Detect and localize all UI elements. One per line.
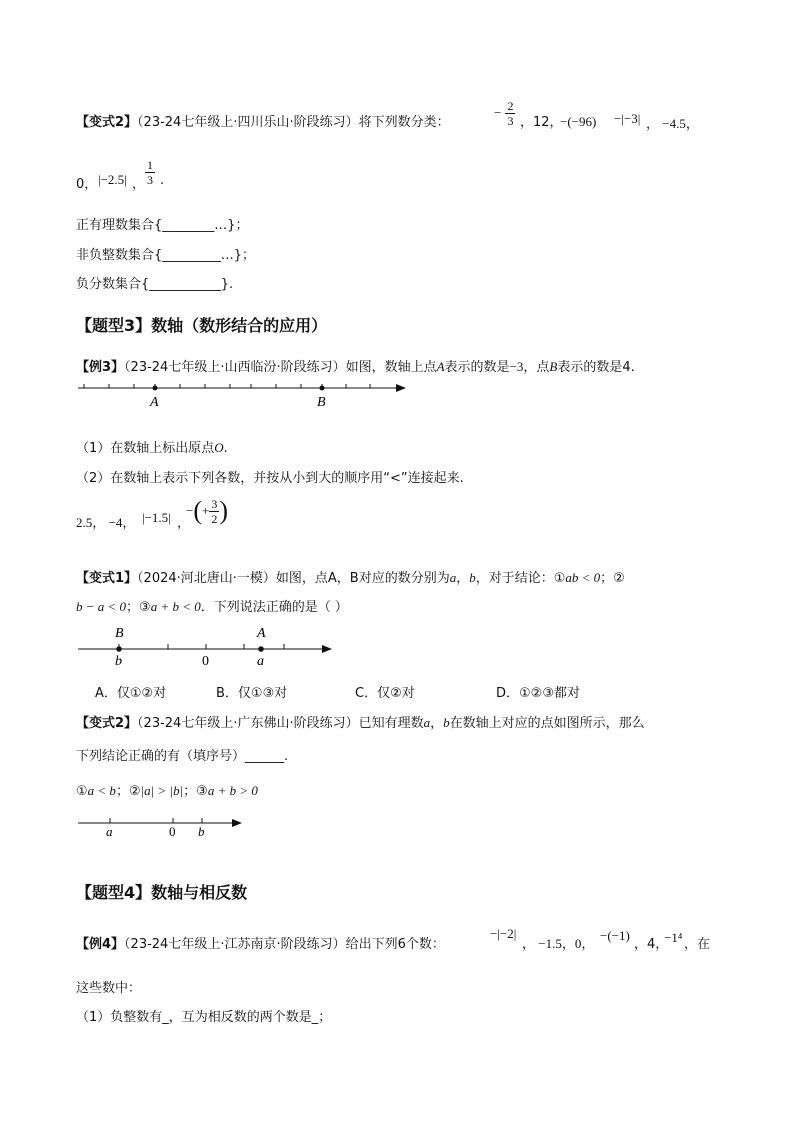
- option-B[interactable]: B．仅①③对: [216, 686, 288, 701]
- expr-neg-abs-neg3: −|−3|: [614, 111, 641, 126]
- expr-neg-plus-three-halves: −(+ $\frac{3}{2}$ ): [186, 496, 229, 526]
- variant2-top-head: 【变式2】: [76, 115, 138, 130]
- example3-numbers: 2.5， −4，: [76, 515, 136, 530]
- variant2-top-line1: [76, 111, 450, 130]
- expr-neg-one-pow4: −1⁴: [664, 930, 683, 945]
- expr-neg-neg96: −(−96): [560, 114, 597, 129]
- point-B: [320, 386, 325, 391]
- label-B: B: [317, 395, 326, 410]
- variant2-conclusions: ①a < b；②|a| > |b|；③a + b > 0: [76, 783, 258, 799]
- example4-numbers-a: ， −1.5，0，: [522, 936, 595, 951]
- number-neg-4-5: ， −4.5，: [646, 116, 699, 131]
- expr-abs-neg2-5: |−2.5|: [98, 172, 127, 187]
- option-D[interactable]: D．①②③都对: [496, 686, 580, 701]
- expr-neg-neg1: −(−1): [600, 928, 630, 943]
- variant2-text-line1: 【变式2】（23-24七年级上·广东佛山·阶段练习）已知有理数a，b在数轴上对应的点如图所示，那么: [76, 715, 645, 731]
- label-b: b: [115, 654, 122, 669]
- expr-neg-abs-neg2: −|−2|: [490, 926, 517, 941]
- option-A[interactable]: A．仅①②对: [95, 686, 167, 701]
- number-zero: 0，: [76, 177, 98, 192]
- option-C[interactable]: C．仅②对: [355, 686, 415, 701]
- example4-text: 【例4】（23-24七年级上·江苏南京·阶段练习）给出下列6个数：: [76, 937, 445, 952]
- label-B: B: [115, 626, 124, 641]
- number-line-variant1: [76, 620, 336, 670]
- expr-abs-neg1-5: |−1.5|: [142, 510, 171, 525]
- number-line-variant2: [76, 814, 246, 840]
- label-zero: 0: [202, 654, 209, 669]
- label-a: a: [106, 824, 113, 839]
- arrow-icon: [322, 645, 332, 653]
- fraction-one-third: $\frac{1}{3}$: [147, 158, 153, 187]
- label-b: b: [198, 824, 205, 839]
- example3-q2: （2）在数轴上表示下列各数，并按从小到大的顺序用“<”连接起来.: [76, 471, 464, 486]
- example4-line2: 这些数中：: [76, 981, 142, 996]
- label-a: a: [257, 654, 264, 669]
- label-A: A: [257, 626, 266, 641]
- label-A: A: [150, 395, 159, 410]
- section3-title: 【题型3】数轴（数形结合的应用）: [76, 316, 328, 335]
- variant1-text-line1: 【变式1】（2024·河北唐山·一模）如图，点A，B对应的数分别为a，b，对于结论：①ab < 0；②: [76, 570, 625, 586]
- example4-number-4: ，4，: [634, 937, 669, 952]
- arrow-icon: [232, 819, 242, 827]
- point-B: [116, 646, 122, 652]
- point-A: [153, 386, 158, 391]
- set-positive-rationals: 正有理数集合{________…}；: [76, 218, 249, 233]
- set-negative-fractions: 负分数集合{___________}.: [76, 277, 234, 292]
- example4-q1: （1）负整数有_，互为相反数的两个数是_；: [76, 1010, 332, 1025]
- comma: ，: [132, 177, 146, 192]
- variant2-top-source: （23-24七年级上·四川乐山·阶段练习）将下列数分类：: [137, 115, 450, 130]
- arrow-icon: [396, 384, 406, 392]
- set-nonneg-integers: 非负整数集合{_________…}；: [76, 248, 256, 263]
- example3-text: 【例3】（23-24七年级上·山西临汾·阶段练习）如图，数轴上点A表示的数是−3，点B表示的数是4.: [76, 359, 635, 375]
- period: .: [160, 173, 165, 188]
- section4-title: 【题型4】数轴与相反数: [76, 883, 248, 902]
- label-zero: 0: [169, 824, 176, 839]
- number-line-example3: [76, 378, 416, 410]
- example3-q1: （1）在数轴上标出原点O.: [76, 440, 228, 456]
- number-12: ，12，: [520, 115, 563, 130]
- variant2-text-line2: 下列结论正确的有（填序号）______.: [76, 749, 289, 764]
- fraction-neg-two-thirds: − $\frac{2}{3}$: [494, 99, 514, 128]
- point-A: [258, 646, 264, 652]
- variant1-text-line2: b − a < 0；③a + b < 0．下列说法正确的是（ ）: [76, 599, 348, 615]
